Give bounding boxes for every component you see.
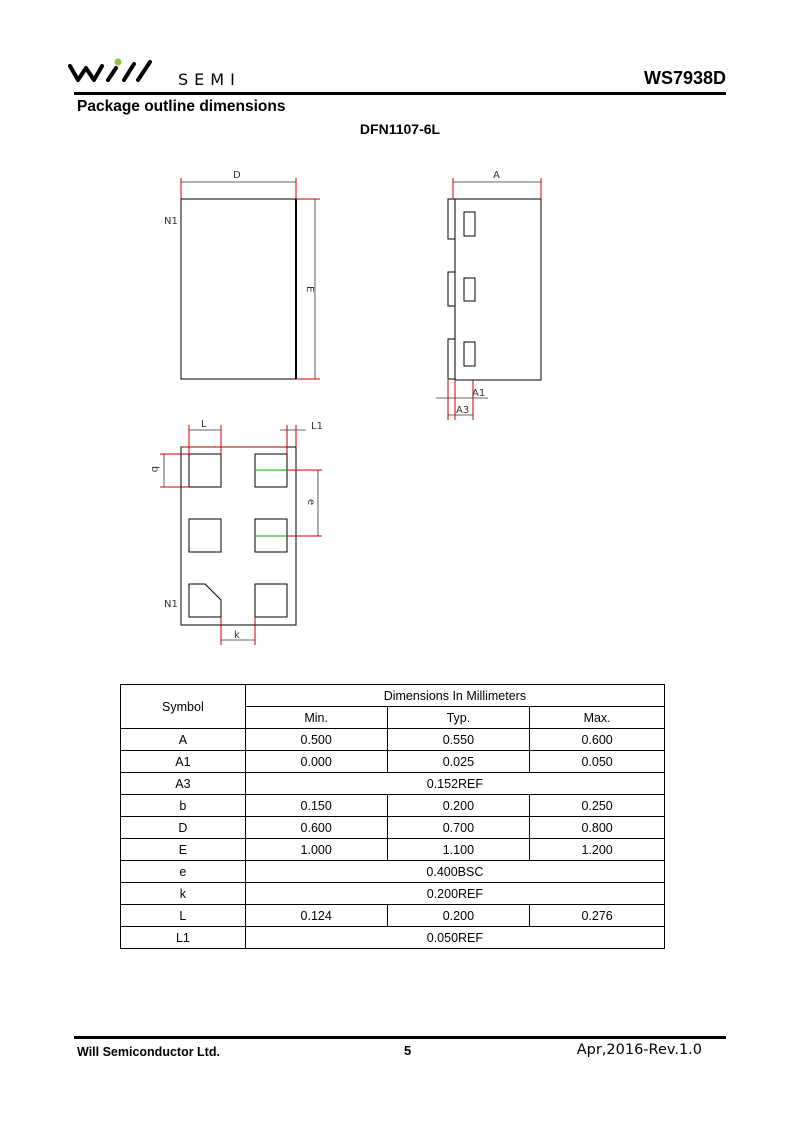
- min-cell: 1.000: [245, 839, 387, 861]
- max-cell: 0.276: [530, 905, 665, 927]
- merged-cell: 0.400BSC: [245, 861, 664, 883]
- symbol-cell: A: [121, 729, 246, 751]
- label-k: k: [234, 630, 240, 641]
- symbol-cell: D: [121, 817, 246, 839]
- min-header: Min.: [245, 707, 387, 729]
- label-E: E: [304, 286, 315, 293]
- dimensions-table: [120, 684, 665, 949]
- label-A: A: [493, 170, 500, 181]
- merged-cell: 0.200REF: [245, 883, 664, 905]
- min-cell: 0.500: [245, 729, 387, 751]
- table-row: [121, 817, 665, 839]
- max-cell: 0.600: [530, 729, 665, 751]
- page-number: 5: [404, 1043, 412, 1058]
- label-L: L: [201, 419, 207, 430]
- typ-header: Typ.: [387, 707, 530, 729]
- logo-text: SEMI: [178, 70, 241, 89]
- symbol-cell: A3: [121, 773, 246, 795]
- max-header: Max.: [530, 707, 665, 729]
- typ-cell: 0.700: [387, 817, 530, 839]
- min-cell: 0.150: [245, 795, 387, 817]
- typ-cell: 0.025: [387, 751, 530, 773]
- max-cell: 0.050: [530, 751, 665, 773]
- table-row: [121, 927, 665, 949]
- footer-company: Will Semiconductor Ltd.: [77, 1045, 220, 1059]
- label-b: b: [149, 466, 160, 473]
- symbol-cell: E: [121, 839, 246, 861]
- max-cell: 0.800: [530, 817, 665, 839]
- max-cell: 1.200: [530, 839, 665, 861]
- table-row: [121, 861, 665, 883]
- merged-cell: 0.050REF: [245, 927, 664, 949]
- table-row: [121, 795, 665, 817]
- part-number: WS7938D: [643, 68, 726, 88]
- label-N1-bottom: N1: [164, 599, 178, 610]
- section-title: Package outline dimensions: [77, 98, 286, 115]
- label-A1: A1: [472, 388, 486, 399]
- symbol-cell: b: [121, 795, 246, 817]
- label-D: D: [233, 170, 241, 181]
- side-view: [436, 170, 541, 420]
- table-row: [121, 773, 665, 795]
- symbol-cell: e: [121, 861, 246, 883]
- typ-cell: 0.200: [387, 795, 530, 817]
- dimensions-header: Dimensions In Millimeters: [245, 685, 664, 707]
- min-cell: 0.000: [245, 751, 387, 773]
- top-view: [164, 170, 320, 379]
- table-row: [121, 751, 665, 773]
- table-row: [121, 883, 665, 905]
- typ-cell: 1.100: [387, 839, 530, 861]
- table-row: [121, 729, 665, 751]
- table-row: [121, 839, 665, 861]
- typ-cell: 0.550: [387, 729, 530, 751]
- symbol-header: Symbol: [121, 685, 246, 729]
- package-name: DFN1107-6L: [359, 121, 441, 137]
- symbol-cell: L1: [121, 927, 246, 949]
- symbol-cell: L: [121, 905, 246, 927]
- label-e: e: [305, 499, 316, 506]
- symbol-cell: k: [121, 883, 246, 905]
- symbol-cell: A1: [121, 751, 246, 773]
- merged-cell: 0.152REF: [245, 773, 664, 795]
- footer-revision: Apr,2016-Rev.1.0: [576, 1042, 702, 1058]
- footer-divider: [74, 1036, 726, 1039]
- bottom-view: [149, 419, 323, 645]
- label-A3: A3: [456, 405, 470, 416]
- table-row: [121, 905, 665, 927]
- min-cell: 0.600: [245, 817, 387, 839]
- max-cell: 0.250: [530, 795, 665, 817]
- typ-cell: 0.200: [387, 905, 530, 927]
- label-N1-top: N1: [164, 216, 178, 227]
- min-cell: 0.124: [245, 905, 387, 927]
- label-L1: L1: [311, 421, 323, 432]
